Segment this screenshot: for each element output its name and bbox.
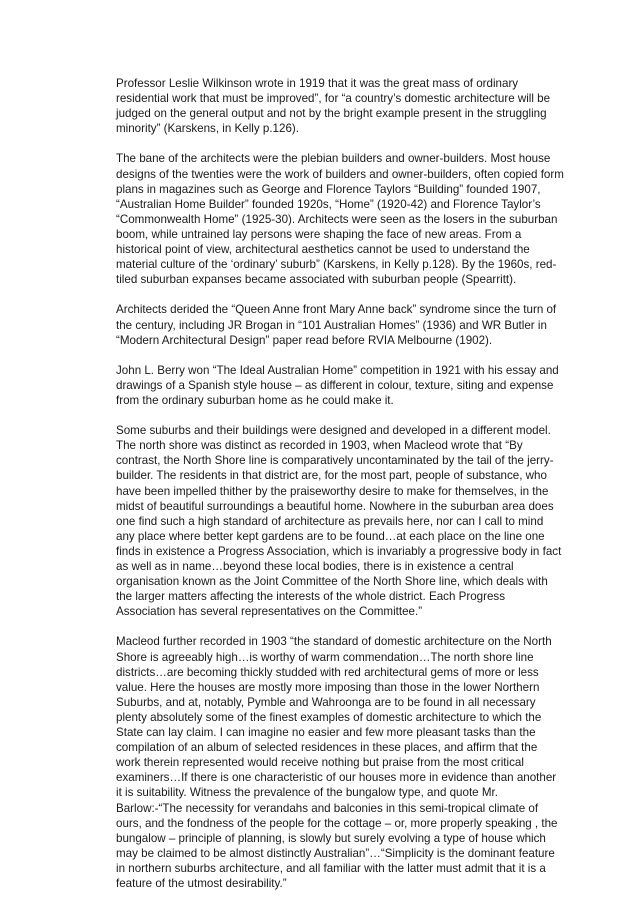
paragraph-plebian-builders: The bane of the architects were the plebian builders and owner-builders. Most house designs of the twenties were the work of builders and owner-builders, often copied form plans in magazines such as George and Florence Taylors “Building” founded 1907, “Australian Home Builder” founded 1920s, “Home” (1920-42) and Florence Taylor’s “Commonwealth Home” (1925-30). Architects were seen as the losers in the suburban boom, while untrained lay persons were shaping the face of new areas. From a historical point of view, architectural aesthetics cannot be used to understand the material culture of the ‘ordinary’ suburb” (Karskens, in Kelly p.128). By the 1960s, red-tiled suburban expanses became associated with suburban people (Spearritt). bbox=[116, 152, 564, 287]
paragraph-north-shore: Some suburbs and their buildings were designed and developed in a different model. The north shore was distinct as recorded in 1903, when Macleod wrote that “By contrast, the North Shore line is comparatively uncontaminated by the tail of the jerry-builder. The residents in that district are, for the most part, people of substance, who have been impelled thither by the praiseworthy desire to make for themselves, in the midst of beautiful surroundings a beautiful home. Nowhere in the suburban area does one find such a high standard of architecture as prevails here, nor can I call to mind any place where better kept gardens are to be found…at each place on the line one finds in existence a Progress Association, which is invariably a progressive body in fact as well as in name…beyond these local bodies, there is in existence a central organisation known as the Joint Committee of the North Shore line, which deals with the larger matters affecting the interests of the whole district. Each Progress Association has several representatives on the Committee.” bbox=[116, 424, 562, 619]
paragraph-queen-anne: Architects derided the “Queen Anne front Mary Anne back” syndrome since the turn of the century, including JR Brogan in “101 Australian Homes” (1936) and WR Butler in “Modern Architectural Design” paper read before RVIA Melbourne (1902). bbox=[116, 303, 557, 347]
document-body bbox=[116, 76, 564, 906]
paragraph-macleod-1903: Macleod further recorded in 1903 “the standard of domestic architecture on the North Shore is agreeably high…is worthy of warm commendation…The north shore line districts…are becoming thickly studded with red architectural gems of more or less value. Here the houses are mostly more imposing than those in the lower Northern Suburbs, and at, notably, Pymble and Wahroonga are to be found in all necessary plenty absolutely some of the finest examples of domestic architecture to which the State can lay claim. I can imagine no easier and few more pleasant tasks than the compilation of an album of selected residences in these places, and affirm that the work therein represented would receive nothing but praise from the most critical examiners…If there is one characteristic of our houses more in evidence than another it is suitability. Witness the prevalence of the bungalow type, and quote Mr. Barlow:-“The necessity for verandahs and balconies in this semi-tropical climate of ours, and the fondness of the people for the cottage – or, more properly speaking , the bungalow – principle of planning, is slowly but surely evolving a type of house which may be claimed to be almost distinctly Australian”…“Simplicity is the dominant feature in northern suburbs architecture, and all familiar with the latter must admit that it is a feature of the utmost desirability.” bbox=[116, 635, 558, 890]
paragraph-wilkinson: Professor Leslie Wilkinson wrote in 1919 that it was the great mass of ordinary residential work that must be improved”, for “a country’s domestic architecture will be judged on the general output and not by the bright example present in the struggling minority” (Karskens, in Kelly p.126). bbox=[116, 77, 551, 136]
paragraph-berry: John L. Berry won “The Ideal Australian Home” competition in 1921 with his essay and drawings of a Spanish style house – as different in colour, texture, siting and expense from the ordinary suburban home as he could make it. bbox=[116, 363, 559, 407]
